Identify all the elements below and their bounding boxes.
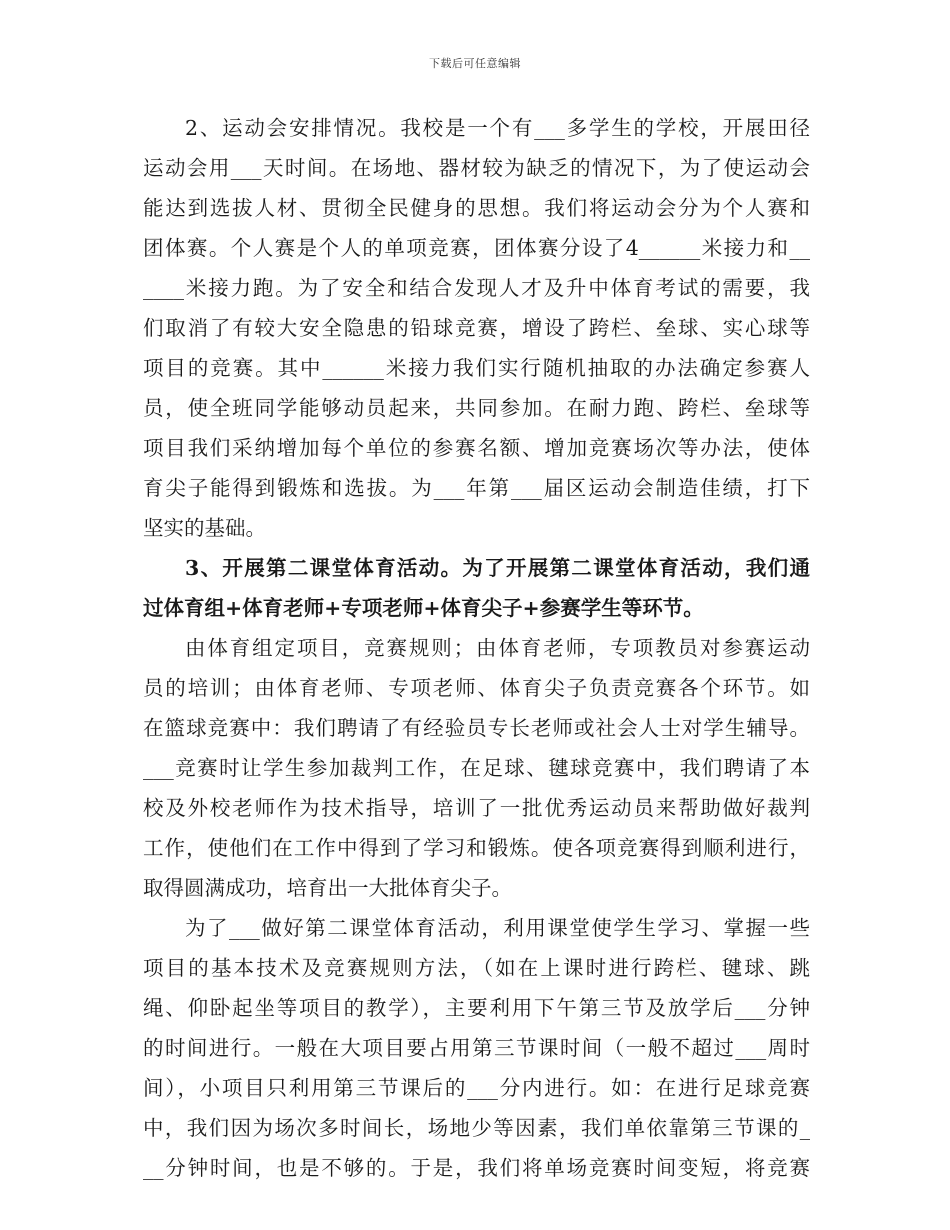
text-line: 坚实的基础。 xyxy=(143,516,266,540)
text-line: ___竞赛时让学生参加裁判工作，在足球、毽球竞赛中，我们聘请了本 xyxy=(143,756,810,780)
text-line: 间），小项目只利用第三节课后的___分内进行。如：在进行足球竞赛 xyxy=(143,1076,810,1100)
text-line: 育尖子能得到锻炼和选拔。为___年第___届区运动会制造佳绩，打下 xyxy=(143,476,810,500)
text-line: 运动会用___天时间。在场地、器材较为缺乏的情况下，为了使运动会 xyxy=(143,156,810,180)
text-line: 校及外校老师作为技术指导，培训了一批优秀运动员来帮助做好裁判 xyxy=(143,796,810,820)
paragraph-organization xyxy=(143,628,810,908)
text-line: 们取消了有较大安全隐患的铅球竞赛，增设了跨栏、垒球、实心球等 xyxy=(143,316,810,340)
text-line: 由体育组定项目，竞赛规则；由体育老师，专项教员对参赛运动 xyxy=(185,636,810,660)
text-line: 过体育组+体育老师+专项老师+体育尖子+参赛学生等环节。 xyxy=(143,596,704,620)
paragraph-second-classroom-heading xyxy=(143,548,810,628)
text-line: 的时间进行。一般在大项目要占用第三节课时间（一般不超过___周时 xyxy=(143,1036,810,1060)
text-line: 中，我们因为场次多时间长，场地少等因素，我们单依靠第三节课的_ xyxy=(143,1116,810,1140)
text-line: 员的培训；由体育老师、专项老师、体育尖子负责竞赛各个环节。如 xyxy=(143,676,810,700)
text-line: __分钟时间，也是不够的。于是，我们将单场竞赛时间变短，将竞赛 xyxy=(143,1156,810,1180)
text-line: 在篮球竞赛中：我们聘请了有经验员专长老师或社会人士对学生辅导。 xyxy=(143,716,810,740)
text-line: 团体赛。个人赛是个人的单项竞赛，团体赛分设了4______米接力和__ xyxy=(143,236,810,260)
text-line: 3、开展第二课堂体育活动。为了开展第二课堂体育活动，我们通 xyxy=(185,556,810,580)
text-line: 能达到选拔人材、贯彻全民健身的思想。我们将运动会分为个人赛和 xyxy=(143,196,810,220)
text-line: 项目我们采纳增加每个单位的参赛名额、增加竞赛场次等办法，使体 xyxy=(143,436,810,460)
text-line: 员，使全班同学能够动员起来，共同参加。在耐力跑、跨栏、垒球等 xyxy=(143,396,810,420)
text-line: 2、运动会安排情况。我校是一个有___多学生的学校，开展田径 xyxy=(185,116,810,140)
document-body xyxy=(143,108,810,1188)
text-line: 绳、仰卧起坐等项目的教学），主要利用下午第三节及放学后___分钟 xyxy=(143,996,810,1020)
text-line: 项目的基本技术及竞赛规则方法，（如在上课时进行跨栏、毽球、跳 xyxy=(143,956,810,980)
text-line: ____米接力跑。为了安全和结合发现人才及升中体育考试的需要，我 xyxy=(143,276,810,300)
text-line: 工作，使他们在工作中得到了学习和锻炼。使各项竞赛得到顺利进行， xyxy=(143,836,810,860)
text-line: 取得圆满成功，培育出一大批体育尖子。 xyxy=(143,876,512,900)
paragraph-sports-meet xyxy=(143,108,810,548)
paragraph-time-arrangement xyxy=(143,908,810,1188)
text-line: 项目的竞赛。其中______米接力我们实行随机抽取的办法确定参赛人 xyxy=(143,356,810,380)
page-header: 下载后可任意编辑 xyxy=(429,57,521,70)
text-line: 为了___做好第二课堂体育活动，利用课堂使学生学习、掌握一些 xyxy=(185,916,810,940)
